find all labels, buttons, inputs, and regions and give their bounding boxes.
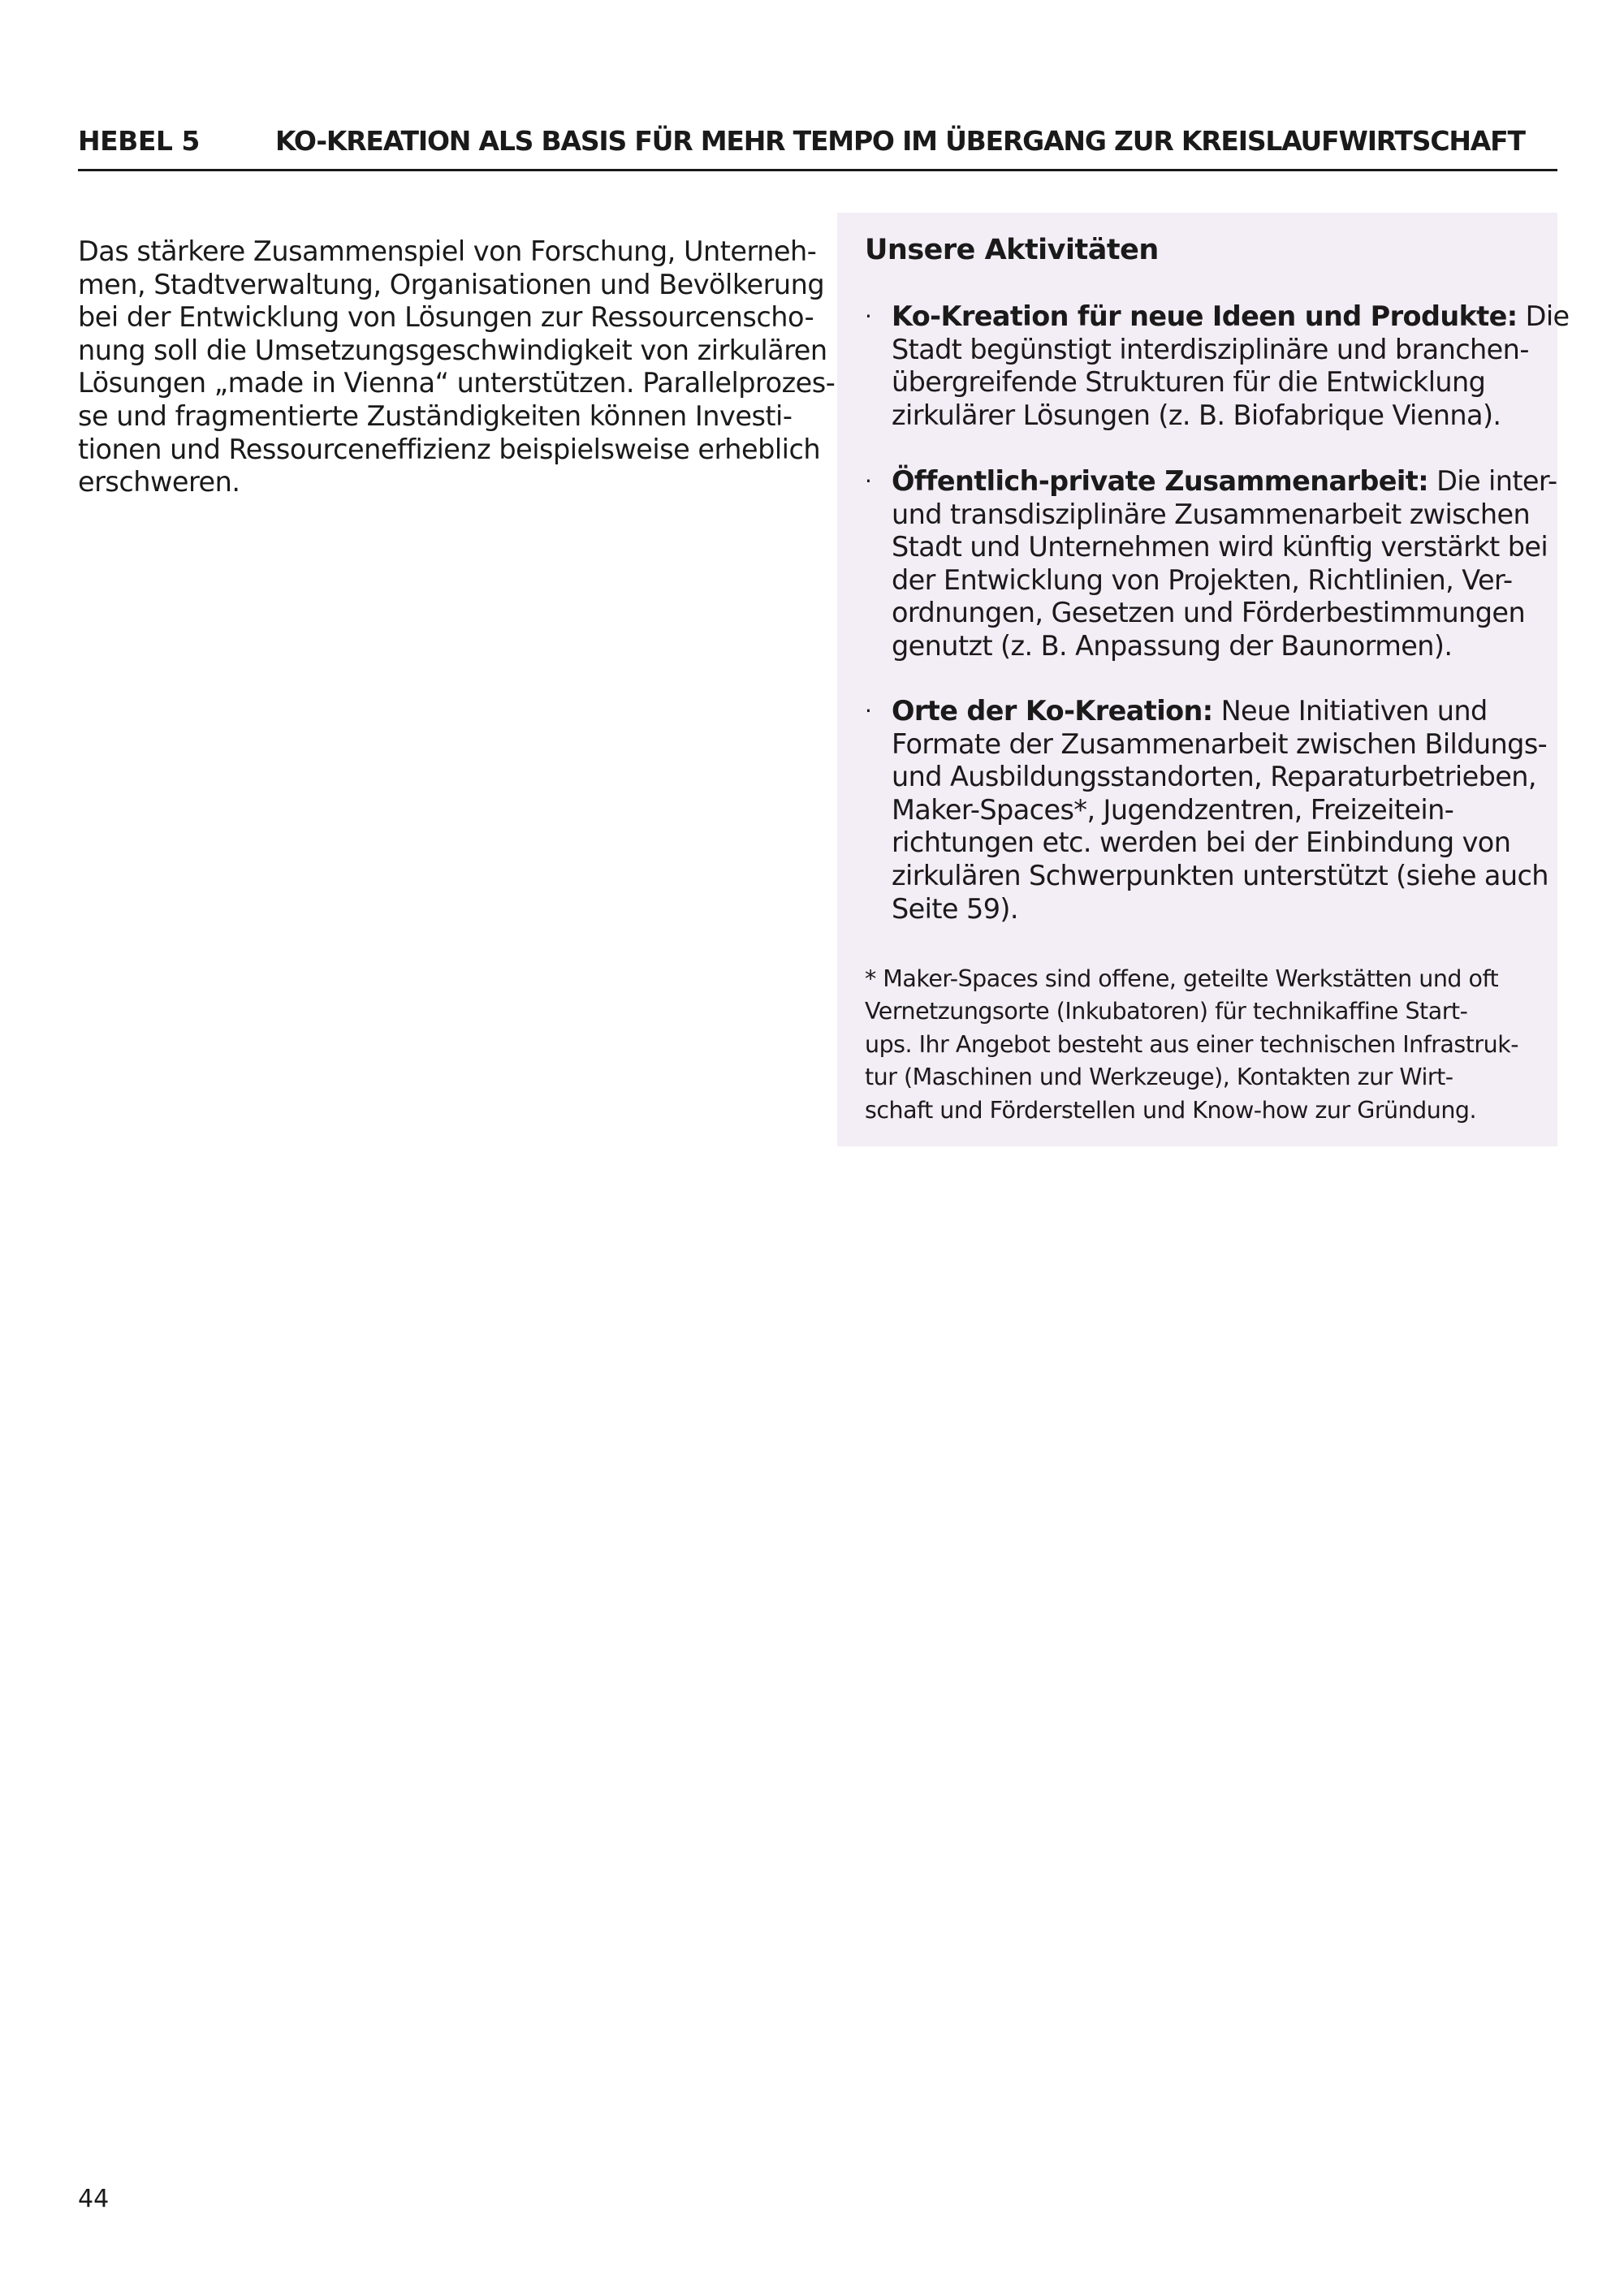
section-title: KO-KREATION ALS BASIS FÜR MEHR TEMPO IM ÜBERGANG ZUR KREISLAUFWIRTSCHAFT <box>275 125 1525 157</box>
footnote <box>865 963 1518 1127</box>
activity-text: Die inter- <box>1428 465 1557 497</box>
activity-text-line: Stadt begünstigt interdisziplinäre und branchen- <box>892 333 1529 365</box>
activities-box <box>837 213 1570 1146</box>
activities-heading: Unsere Aktivitäten <box>865 234 1159 266</box>
activity-text-line: Formate der Zusammenarbeit zwischen Bildungs- <box>892 727 1548 760</box>
activity-text-line: Maker-Spaces*, Jugendzentren, Freizeitein- <box>892 793 1454 826</box>
activity-text-line: ordnungen, Gesetzen und Förderbestimmungen <box>892 597 1526 629</box>
intro-line: se und fragmentierte Zuständigkeiten können Investi- <box>78 399 793 432</box>
intro-line: erschweren. <box>78 466 240 498</box>
intro-line: men, Stadtverwaltung, Organisationen und Bevölkerung <box>78 268 825 300</box>
bullet-icon: · <box>865 697 872 724</box>
activity-text-line: genutzt (z. B. Anpassung der Baunormen). <box>892 629 1453 662</box>
intro-line: Das stärkere Zusammenspiel von Forschung, Unterneh- <box>78 235 817 267</box>
bullet-icon: · <box>865 303 872 330</box>
footnote-line: * Maker-Spaces sind offene, geteilte Werkstätten und oft <box>865 965 1499 992</box>
page-number: 44 <box>78 2185 110 2213</box>
intro-line: tionen und Ressourceneffizienz beispielsweise erheblich <box>78 433 821 465</box>
activity-text-line: Seite 59). <box>892 892 1018 925</box>
activity-text-line: und transdisziplinäre Zusammenarbeit zwischen <box>892 498 1531 530</box>
activity-text: Die <box>1517 300 1570 332</box>
section-header <box>78 122 1557 171</box>
lever-label: HEBEL 5 <box>78 125 200 157</box>
footnote-line: tur (Maschinen und Werkzeuge), Kontakten zur Wirt- <box>865 1064 1453 1091</box>
activity-text-line: zirkulären Schwerpunkten unterstützt (siehe auch <box>892 859 1548 891</box>
footnote-line: schaft und Förderstellen und Know-how zur Gründung. <box>865 1096 1477 1124</box>
intro-line: nung soll die Umsetzungsgeschwindigkeit von zirkulären <box>78 334 827 366</box>
activity-text-line: zirkulärer Lösungen (z. B. Biofabrique Vienna). <box>892 399 1501 431</box>
activity-text-line: übergreifende Strukturen für die Entwicklung <box>892 366 1486 399</box>
activity-text-line: der Entwicklung von Projekten, Richtlinien, Ver- <box>892 563 1513 596</box>
activity-text: Neue Initiativen und <box>1212 695 1488 727</box>
footnote-line: Vernetzungsorte (Inkubatoren) für technikaffine Start- <box>865 998 1468 1025</box>
activity-title: Öffentlich-private Zusammenarbeit: <box>892 465 1429 497</box>
activity-text-line: und Ausbildungsstandorten, Reparaturbetrieben, <box>892 761 1536 793</box>
activity-text-line: Stadt und Unternehmen wird künftig verstärkt bei <box>892 531 1548 563</box>
footnote-line: ups. Ihr Angebot besteht aus einer technischen Infrastruk- <box>865 1030 1518 1058</box>
activity-title: Orte der Ko-Kreation: <box>892 695 1213 727</box>
intro-line: Lösungen „made in Vienna“ unterstützen. Parallelprozes- <box>78 367 836 399</box>
intro-paragraph <box>78 235 836 499</box>
bullet-icon: · <box>865 468 872 494</box>
activity-text-line: richtungen etc. werden bei der Einbindung von <box>892 826 1511 859</box>
activity-title: Ko-Kreation für neue Ideen und Produkte: <box>892 300 1518 332</box>
intro-line: bei der Entwicklung von Lösungen zur Ressourcenscho- <box>78 301 814 334</box>
